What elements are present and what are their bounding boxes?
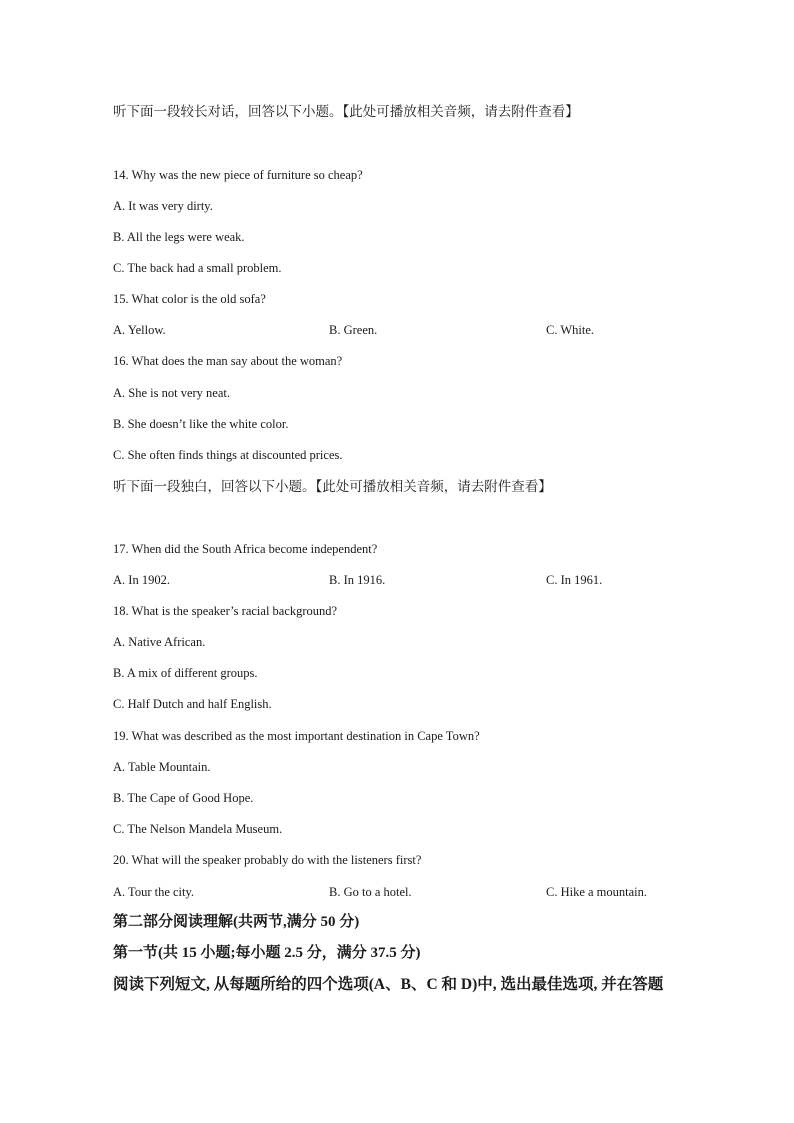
q18-option-b: B. A mix of different groups. (113, 666, 258, 680)
q14-option-a: A. It was very dirty. (113, 199, 213, 213)
q15-options-row (113, 322, 713, 338)
q17-options-row (113, 572, 713, 588)
q17-option-c: C. In 1961. (546, 573, 603, 587)
q18-option-a: A. Native African. (113, 635, 206, 649)
q16-option-b: B. She doesn’t like the white color. (113, 417, 289, 431)
q19-option-b: B. The Cape of Good Hope. (113, 791, 254, 805)
q15-option-a: A. Yellow. (113, 323, 166, 337)
q16-option-a: A. She is not very neat. (113, 386, 230, 400)
section-1-title: 第一节(共 15 小题;每小题 2.5 分，满分 37.5 分) (113, 945, 421, 961)
q17-option-a: A. In 1902. (113, 573, 170, 587)
question-19: 19. What was described as the most important destination in Cape Town? (113, 729, 480, 743)
listening-intro-monologue: 听下面一段独白，回答以下小题。【此处可播放相关音频，请去附件查看】 (113, 479, 552, 494)
q20-option-c: C. Hike a mountain. (546, 885, 648, 899)
q16-option-c: C. She often finds things at discounted prices. (113, 448, 343, 462)
question-17: 17. When did the South Africa become independent? (113, 542, 378, 556)
q18-option-c: C. Half Dutch and half English. (113, 697, 272, 711)
question-14: 14. Why was the new piece of furniture so cheap? (113, 168, 363, 182)
q20-option-b: B. Go to a hotel. (329, 885, 412, 899)
part-2-title: 第二部分阅读理解(共两节,满分 50 分) (113, 914, 360, 930)
q19-option-c: C. The Nelson Mandela Museum. (113, 822, 283, 836)
q20-option-a: A. Tour the city. (113, 885, 195, 899)
listening-intro-dialogue: 听下面一段较长对话，回答以下小题。【此处可播放相关音频，请去附件查看】 (113, 104, 579, 119)
question-16: 16. What does the man say about the woman? (113, 354, 343, 368)
question-18: 18. What is the speaker’s racial background? (113, 604, 338, 618)
reading-instruction: 阅读下列短文, 从每题所给的四个选项(A、B、C 和 D)中, 选出最佳选项, 并在答题 (113, 976, 664, 993)
q14-option-b: B. All the legs were weak. (113, 230, 245, 244)
q19-option-a: A. Table Mountain. (113, 760, 211, 774)
question-15: 15. What color is the old sofa? (113, 292, 266, 306)
q17-option-b: B. In 1916. (329, 573, 386, 587)
question-20: 20. What will the speaker probably do with the listeners first? (113, 853, 422, 867)
q15-option-b: B. Green. (329, 323, 378, 337)
q15-option-c: C. White. (546, 323, 595, 337)
q14-option-c: C. The back had a small problem. (113, 261, 282, 275)
q20-options-row (113, 884, 713, 900)
